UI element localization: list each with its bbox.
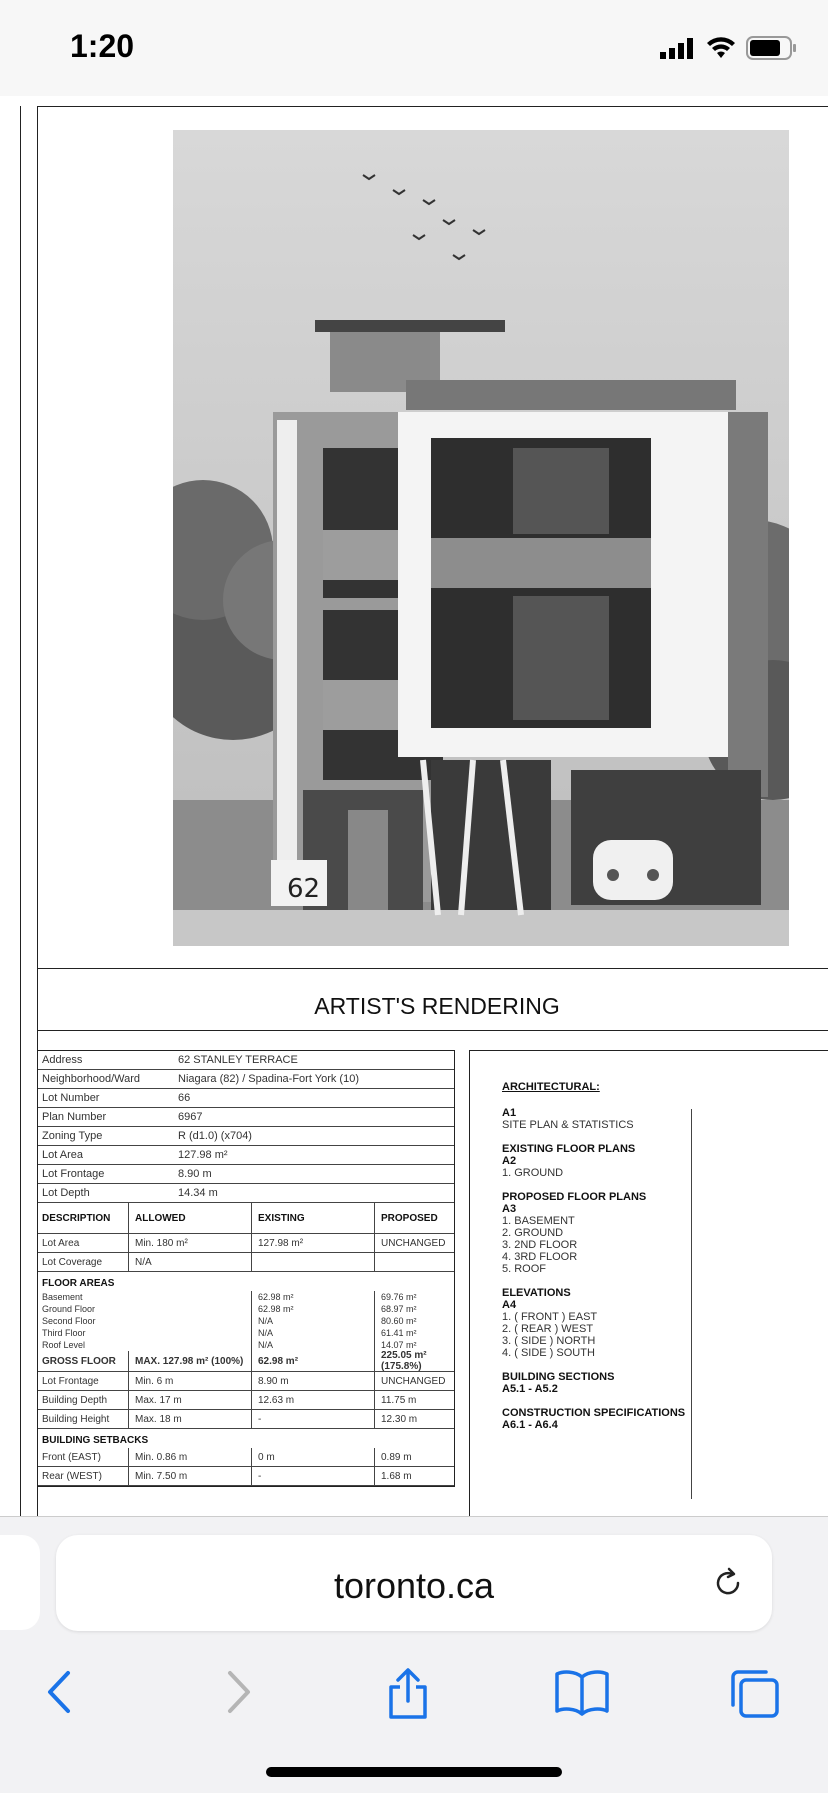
building-depth-row-cell: Max. 17 m <box>128 1391 251 1409</box>
stats-row <box>38 1146 454 1165</box>
rear-setback-row <box>38 1467 454 1486</box>
building-height-row-cell: - <box>251 1410 374 1428</box>
stats-row <box>38 1108 454 1127</box>
stats-value: 6967 <box>178 1111 203 1123</box>
lot-frontage-row-cell: 8.90 m <box>251 1372 374 1390</box>
front-setback-row-cell: 0 m <box>251 1448 374 1466</box>
floor-areas-block <box>38 1291 454 1351</box>
a2-code: A2 <box>502 1155 517 1167</box>
front-setback-row-cell: Min. 0.86 m <box>128 1448 251 1466</box>
floor-areas-title: FLOOR AREAS <box>42 1278 115 1289</box>
building-depth-row-cell: Building Depth <box>42 1394 108 1406</box>
stats-label: Address <box>42 1054 83 1066</box>
a4-item: 3. ( SIDE ) NORTH <box>502 1335 596 1347</box>
building-depth-row-cell: 11.75 m <box>374 1391 454 1409</box>
building-height-row-cell: 12.30 m <box>374 1410 454 1428</box>
a4-item: 1. ( FRONT ) EAST <box>502 1311 598 1323</box>
stats-value: 127.98 m² <box>178 1149 228 1161</box>
previous-page-edge <box>0 106 21 1516</box>
stats-value: 62 STANLEY TERRACE <box>178 1054 298 1066</box>
building-depth-row-cell: 12.63 m <box>251 1391 374 1409</box>
lot-area-row-cell: Min. 180 m² <box>128 1234 251 1252</box>
existing-floor-plans-title: EXISTING FLOOR PLANS <box>502 1143 636 1155</box>
pdf-document[interactable] <box>0 96 828 1516</box>
front-setback-row-cell: 0.89 m <box>374 1448 454 1466</box>
stats-label: Lot Depth <box>42 1187 90 1199</box>
construction-specs-code: A6.1 - A6.4 <box>502 1419 558 1431</box>
safari-toolbar <box>0 1657 828 1737</box>
tabs-icon[interactable] <box>728 1667 782 1721</box>
a1-code: A1 <box>502 1107 517 1119</box>
gross-floor-cell: 62.98 m² <box>251 1351 374 1371</box>
status-time: 1:20 <box>70 28 135 64</box>
stats-row <box>38 1070 454 1089</box>
front-setback-row <box>38 1448 454 1467</box>
cellular-signal-icon <box>660 37 696 59</box>
rendering-caption: ARTIST'S RENDERING <box>314 993 560 1019</box>
construction-specs-title: CONSTRUCTION SPECIFICATIONS <box>502 1407 686 1419</box>
rear-setback-row-cell: Min. 7.50 m <box>128 1467 251 1485</box>
a4-item: 4. ( SIDE ) SOUTH <box>502 1347 595 1359</box>
gross-floor-cell: GROSS FLOOR <box>42 1355 116 1367</box>
battery-icon <box>746 36 798 60</box>
lot-frontage-row-cell: UNCHANGED <box>374 1372 454 1390</box>
floor-labels: Basement Ground Floor Second Floor Third Floor Roof Level <box>42 1292 96 1350</box>
share-icon[interactable] <box>385 1667 431 1721</box>
lot-area-row <box>38 1234 454 1253</box>
address-bar[interactable] <box>56 1535 772 1631</box>
home-indicator[interactable] <box>266 1767 562 1777</box>
proposed-floor-plans-title: PROPOSED FLOOR PLANS <box>502 1191 647 1203</box>
back-icon[interactable] <box>40 1667 80 1717</box>
building-height-row <box>38 1410 454 1429</box>
a2-item: 1. GROUND <box>502 1167 564 1179</box>
column-header: DESCRIPTION <box>42 1212 111 1224</box>
stats-row <box>38 1127 454 1146</box>
stats-label: Lot Number <box>42 1092 100 1104</box>
building-height-row-cell: Building Height <box>42 1413 110 1425</box>
wifi-icon <box>706 37 736 59</box>
stats-value: Niagara (82) / Spadina-Fort York (10) <box>178 1073 359 1085</box>
safari-bottom-bar <box>0 1516 828 1793</box>
lot-area-row-cell: 127.98 m² <box>251 1234 374 1252</box>
lot-area-row-cell: UNCHANGED <box>374 1234 454 1252</box>
status-bar <box>0 0 828 96</box>
column-header: PROPOSED <box>374 1203 454 1233</box>
house-number: 62 <box>287 874 321 904</box>
front-setback-row-cell: Front (EAST) <box>42 1451 101 1463</box>
stats-label: Neighborhood/Ward <box>42 1073 141 1085</box>
divider <box>37 1030 828 1031</box>
gross-floor-cell: 225.05 m² (175.8%) <box>374 1351 454 1371</box>
elevations-title: ELEVATIONS <box>502 1287 571 1299</box>
stats-label: Lot Area <box>42 1149 83 1161</box>
stats-value: 66 <box>178 1092 191 1104</box>
rear-setback-row-cell: 1.68 m <box>374 1467 454 1485</box>
stats-row <box>38 1089 454 1108</box>
rear-setback-row-cell: - <box>251 1467 374 1485</box>
bookmarks-icon[interactable] <box>553 1667 611 1717</box>
column-header: ALLOWED <box>128 1203 251 1233</box>
artist-rendering-image <box>173 130 789 946</box>
a3-item: 1. BASEMENT <box>502 1215 575 1227</box>
stats-row <box>38 1051 454 1070</box>
site-statistics-table <box>37 1050 455 1487</box>
building-sections-title: BUILDING SECTIONS <box>502 1371 615 1383</box>
status-icons <box>660 36 798 60</box>
lot-frontage-row-cell: Lot Frontage <box>42 1375 99 1387</box>
stats-value: 8.90 m <box>178 1168 212 1180</box>
building-sections-code: A5.1 - A5.2 <box>502 1383 558 1395</box>
url-text[interactable]: toronto.ca <box>333 1565 495 1606</box>
previous-tab-peek[interactable] <box>0 1535 40 1630</box>
a4-item: 2. ( REAR ) WEST <box>502 1323 594 1335</box>
floor-existing: 62.98 m² 62.98 m² N/A N/A N/A <box>251 1291 374 1351</box>
lot-coverage-row-cell <box>374 1253 454 1271</box>
rendering-caption-box <box>37 968 828 1029</box>
lot-coverage-row <box>38 1253 454 1272</box>
floor-proposed: 69.76 m² 68.97 m² 80.60 m² 61.41 m² 14.07 m² <box>374 1291 454 1351</box>
a3-item: 3. 2ND FLOOR <box>502 1239 578 1251</box>
stats-row <box>38 1184 454 1203</box>
lot-coverage-row-cell: Lot Coverage <box>42 1256 103 1268</box>
architectural-heading: ARCHITECTURAL: <box>502 1081 600 1093</box>
forward-icon[interactable] <box>218 1667 258 1717</box>
gross-floor-row <box>38 1351 454 1372</box>
house-rendering <box>173 130 789 946</box>
lot-area-row-cell: Lot Area <box>42 1237 80 1249</box>
a1-item: SITE PLAN & STATISTICS <box>502 1119 634 1131</box>
a3-item: 4. 3RD FLOOR <box>502 1251 578 1263</box>
building-height-row-cell: Max. 18 m <box>128 1410 251 1428</box>
comparison-header <box>38 1203 454 1234</box>
stats-value: R (d1.0) (x704) <box>178 1130 252 1142</box>
stats-label: Zoning Type <box>42 1130 103 1142</box>
lot-frontage-row <box>38 1372 454 1391</box>
lot-coverage-row-cell: N/A <box>128 1253 251 1271</box>
reload-icon[interactable] <box>710 1565 746 1601</box>
stats-label: Lot Frontage <box>42 1168 105 1180</box>
building-setbacks-title: BUILDING SETBACKS <box>42 1435 149 1446</box>
a3-code: A3 <box>502 1203 517 1215</box>
drawing-index <box>469 1050 828 1516</box>
a3-item: 2. GROUND <box>502 1227 564 1239</box>
building-depth-row <box>38 1391 454 1410</box>
stats-row <box>38 1165 454 1184</box>
column-header: EXISTING <box>251 1203 374 1233</box>
rear-setback-row-cell: Rear (WEST) <box>42 1470 102 1482</box>
stats-value: 14.34 m <box>178 1187 218 1199</box>
a3-item: 5. ROOF <box>502 1263 547 1275</box>
a4-code: A4 <box>502 1299 517 1311</box>
lot-coverage-row-cell <box>251 1253 374 1271</box>
lot-frontage-row-cell: Min. 6 m <box>128 1372 251 1390</box>
gross-floor-cell: MAX. 127.98 m² (100%) <box>128 1351 251 1371</box>
stats-label: Plan Number <box>42 1111 107 1123</box>
